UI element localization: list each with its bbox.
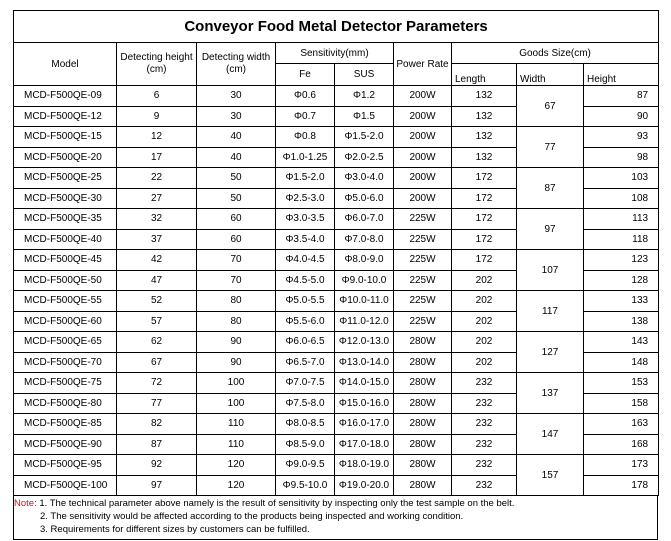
detecting-width-cell: 110: [197, 434, 276, 455]
model-cell: MCD-F500QE-20: [14, 147, 117, 168]
detecting-height-cell: 52: [117, 291, 197, 312]
model-cell: MCD-F500QE-95: [14, 455, 117, 476]
fe-sensitivity-cell: Φ1.0-1.25: [276, 147, 335, 168]
detecting-height-cell: 67: [117, 352, 197, 373]
fe-sensitivity-cell: Φ0.6: [276, 86, 335, 107]
power-rate-cell: 280W: [394, 414, 452, 435]
power-rate-cell: 225W: [394, 229, 452, 250]
length-cell: 232: [452, 393, 517, 414]
power-rate-cell: 200W: [394, 147, 452, 168]
header-length: Length: [452, 64, 517, 86]
detecting-width-cell: 30: [197, 86, 276, 107]
sus-sensitivity-cell: Φ15.0-16.0: [335, 393, 394, 414]
height-cell: 163: [584, 414, 659, 435]
width-cell: 147: [517, 414, 584, 455]
parameters-table: [13, 10, 659, 496]
fe-sensitivity-cell: Φ3.5-4.0: [276, 229, 335, 250]
power-rate-cell: 280W: [394, 373, 452, 394]
height-cell: 128: [584, 270, 659, 291]
detecting-height-cell: 47: [117, 270, 197, 291]
length-cell: 132: [452, 127, 517, 148]
fe-sensitivity-cell: Φ6.0-6.5: [276, 332, 335, 353]
sus-sensitivity-cell: Φ7.0-8.0: [335, 229, 394, 250]
fe-sensitivity-cell: Φ5.0-5.5: [276, 291, 335, 312]
detecting-width-cell: 50: [197, 168, 276, 189]
sus-sensitivity-cell: Φ1.5: [335, 106, 394, 127]
model-cell: MCD-F500QE-35: [14, 209, 117, 230]
power-rate-cell: 280W: [394, 455, 452, 476]
height-cell: 148: [584, 352, 659, 373]
model-cell: MCD-F500QE-60: [14, 311, 117, 332]
fe-sensitivity-cell: Φ4.0-4.5: [276, 250, 335, 271]
model-cell: MCD-F500QE-80: [14, 393, 117, 414]
detecting-width-cell: 80: [197, 291, 276, 312]
table-row: [14, 332, 659, 353]
model-cell: MCD-F500QE-55: [14, 291, 117, 312]
header-power-rate: Power Rate: [394, 43, 452, 86]
fe-sensitivity-cell: Φ3.0-3.5: [276, 209, 335, 230]
fe-sensitivity-cell: Φ1.5-2.0: [276, 168, 335, 189]
detecting-width-cell: 30: [197, 106, 276, 127]
header-height: Height: [584, 64, 659, 86]
sus-sensitivity-cell: Φ5.0-6.0: [335, 188, 394, 209]
sus-sensitivity-cell: Φ10.0-11.0: [335, 291, 394, 312]
power-rate-cell: 200W: [394, 127, 452, 148]
power-rate-cell: 225W: [394, 209, 452, 230]
header-sensitivity: Sensitivity(mm): [276, 43, 394, 64]
width-cell: 67: [517, 86, 584, 127]
detecting-height-cell: 9: [117, 106, 197, 127]
width-cell: 107: [517, 250, 584, 291]
detecting-width-cell: 60: [197, 209, 276, 230]
detecting-height-cell: 57: [117, 311, 197, 332]
length-cell: 202: [452, 352, 517, 373]
height-cell: 168: [584, 434, 659, 455]
power-rate-cell: 280W: [394, 393, 452, 414]
length-cell: 202: [452, 332, 517, 353]
detecting-width-cell: 60: [197, 229, 276, 250]
table-row: [14, 86, 659, 107]
height-cell: 143: [584, 332, 659, 353]
length-cell: 202: [452, 291, 517, 312]
detecting-width-cell: 40: [197, 127, 276, 148]
fe-sensitivity-cell: Φ0.8: [276, 127, 335, 148]
model-cell: MCD-F500QE-40: [14, 229, 117, 250]
detecting-height-cell: 17: [117, 147, 197, 168]
detecting-width-cell: 90: [197, 352, 276, 373]
length-cell: 172: [452, 188, 517, 209]
width-cell: 77: [517, 127, 584, 168]
detecting-width-cell: 70: [197, 270, 276, 291]
detecting-height-cell: 32: [117, 209, 197, 230]
detecting-height-cell: 22: [117, 168, 197, 189]
model-cell: MCD-F500QE-09: [14, 86, 117, 107]
table-row: [14, 250, 659, 271]
length-cell: 202: [452, 311, 517, 332]
sus-sensitivity-cell: Φ11.0-12.0: [335, 311, 394, 332]
width-cell: 157: [517, 455, 584, 496]
sus-sensitivity-cell: Φ19.0-20.0: [335, 475, 394, 496]
model-cell: MCD-F500QE-85: [14, 414, 117, 435]
sus-sensitivity-cell: Φ14.0-15.0: [335, 373, 394, 394]
parameters-sheet: [13, 10, 658, 540]
power-rate-cell: 225W: [394, 270, 452, 291]
height-cell: 118: [584, 229, 659, 250]
model-cell: MCD-F500QE-65: [14, 332, 117, 353]
model-cell: MCD-F500QE-45: [14, 250, 117, 271]
sus-sensitivity-cell: Φ17.0-18.0: [335, 434, 394, 455]
header-detecting-height: Detecting height (cm): [117, 43, 197, 86]
table-row: [14, 291, 659, 312]
length-cell: 232: [452, 434, 517, 455]
length-cell: 232: [452, 475, 517, 496]
width-cell: 97: [517, 209, 584, 250]
model-cell: MCD-F500QE-75: [14, 373, 117, 394]
length-cell: 172: [452, 168, 517, 189]
detecting-width-cell: 70: [197, 250, 276, 271]
model-cell: MCD-F500QE-50: [14, 270, 117, 291]
power-rate-cell: 225W: [394, 311, 452, 332]
table-row: [14, 414, 659, 435]
power-rate-cell: 280W: [394, 352, 452, 373]
length-cell: 232: [452, 414, 517, 435]
fe-sensitivity-cell: Φ7.5-8.0: [276, 393, 335, 414]
model-cell: MCD-F500QE-15: [14, 127, 117, 148]
table-title: Conveyor Food Metal Detector Parameters: [14, 11, 659, 43]
sus-sensitivity-cell: Φ6.0-7.0: [335, 209, 394, 230]
power-rate-cell: 200W: [394, 106, 452, 127]
height-cell: 123: [584, 250, 659, 271]
sus-sensitivity-cell: Φ13.0-14.0: [335, 352, 394, 373]
detecting-height-cell: 87: [117, 434, 197, 455]
length-cell: 232: [452, 373, 517, 394]
width-cell: 87: [517, 168, 584, 209]
sus-sensitivity-cell: Φ18.0-19.0: [335, 455, 394, 476]
power-rate-cell: 280W: [394, 475, 452, 496]
fe-sensitivity-cell: Φ8.5-9.0: [276, 434, 335, 455]
detecting-height-cell: 72: [117, 373, 197, 394]
sus-sensitivity-cell: Φ1.2: [335, 86, 394, 107]
model-cell: MCD-F500QE-70: [14, 352, 117, 373]
length-cell: 202: [452, 270, 517, 291]
fe-sensitivity-cell: Φ2.5-3.0: [276, 188, 335, 209]
fe-sensitivity-cell: Φ0.7: [276, 106, 335, 127]
header-goods-size: Goods Size(cm): [452, 43, 659, 64]
fe-sensitivity-cell: Φ7.0-7.5: [276, 373, 335, 394]
fe-sensitivity-cell: Φ5.5-6.0: [276, 311, 335, 332]
fe-sensitivity-cell: Φ8.0-8.5: [276, 414, 335, 435]
sus-sensitivity-cell: Φ1.5-2.0: [335, 127, 394, 148]
detecting-height-cell: 12: [117, 127, 197, 148]
detecting-height-cell: 27: [117, 188, 197, 209]
header-detecting-width: Detecting width (cm): [197, 43, 276, 86]
detecting-width-cell: 80: [197, 311, 276, 332]
detecting-height-cell: 42: [117, 250, 197, 271]
table-row: [14, 127, 659, 148]
detecting-width-cell: 40: [197, 147, 276, 168]
detecting-width-cell: 120: [197, 455, 276, 476]
height-cell: 108: [584, 188, 659, 209]
length-cell: 172: [452, 229, 517, 250]
note-label: Note:: [14, 498, 37, 509]
detecting-width-cell: 100: [197, 373, 276, 394]
sus-sensitivity-cell: Φ3.0-4.0: [335, 168, 394, 189]
detecting-width-cell: 100: [197, 393, 276, 414]
detecting-height-cell: 77: [117, 393, 197, 414]
detecting-height-cell: 82: [117, 414, 197, 435]
header-width: Width: [517, 64, 584, 86]
note-line-3: 3. Requirements for different sizes by customers can be fulfilled.: [40, 524, 310, 535]
detecting-width-cell: 120: [197, 475, 276, 496]
length-cell: 132: [452, 147, 517, 168]
power-rate-cell: 200W: [394, 188, 452, 209]
length-cell: 232: [452, 455, 517, 476]
detecting-width-cell: 90: [197, 332, 276, 353]
fe-sensitivity-cell: Φ4.5-5.0: [276, 270, 335, 291]
fe-sensitivity-cell: Φ9.5-10.0: [276, 475, 335, 496]
power-rate-cell: 200W: [394, 86, 452, 107]
note-text-1: 1. The technical parameter above namely is the result of sensitivity by inspecting only the test sample on the belt.: [39, 498, 515, 509]
fe-sensitivity-cell: Φ9.0-9.5: [276, 455, 335, 476]
height-cell: 103: [584, 168, 659, 189]
power-rate-cell: 280W: [394, 434, 452, 455]
notes-block: [13, 496, 658, 540]
table-row: [14, 373, 659, 394]
sus-sensitivity-cell: Φ16.0-17.0: [335, 414, 394, 435]
detecting-height-cell: 92: [117, 455, 197, 476]
fe-sensitivity-cell: Φ6.5-7.0: [276, 352, 335, 373]
sus-sensitivity-cell: Φ2.0-2.5: [335, 147, 394, 168]
detecting-width-cell: 110: [197, 414, 276, 435]
height-cell: 158: [584, 393, 659, 414]
width-cell: 127: [517, 332, 584, 373]
power-rate-cell: 280W: [394, 332, 452, 353]
header-sus: SUS: [335, 64, 394, 86]
note-line-2: 2. The sensitivity would be affected according to the products being inspected and working condition.: [40, 511, 464, 522]
model-cell: MCD-F500QE-100: [14, 475, 117, 496]
width-cell: 117: [517, 291, 584, 332]
height-cell: 133: [584, 291, 659, 312]
height-cell: 173: [584, 455, 659, 476]
sus-sensitivity-cell: Φ9.0-10.0: [335, 270, 394, 291]
table-row: [14, 209, 659, 230]
power-rate-cell: 225W: [394, 250, 452, 271]
length-cell: 132: [452, 86, 517, 107]
table-row: [14, 168, 659, 189]
power-rate-cell: 200W: [394, 168, 452, 189]
sus-sensitivity-cell: Φ8.0-9.0: [335, 250, 394, 271]
detecting-height-cell: 97: [117, 475, 197, 496]
length-cell: 172: [452, 209, 517, 230]
power-rate-cell: 225W: [394, 291, 452, 312]
length-cell: 132: [452, 106, 517, 127]
model-cell: MCD-F500QE-30: [14, 188, 117, 209]
table-row: [14, 455, 659, 476]
header-model: Model: [14, 43, 117, 86]
height-cell: 178: [584, 475, 659, 496]
height-cell: 87: [584, 86, 659, 107]
detecting-height-cell: 62: [117, 332, 197, 353]
sus-sensitivity-cell: Φ12.0-13.0: [335, 332, 394, 353]
model-cell: MCD-F500QE-90: [14, 434, 117, 455]
detecting-height-cell: 6: [117, 86, 197, 107]
height-cell: 93: [584, 127, 659, 148]
height-cell: 90: [584, 106, 659, 127]
model-cell: MCD-F500QE-25: [14, 168, 117, 189]
height-cell: 138: [584, 311, 659, 332]
height-cell: 98: [584, 147, 659, 168]
header-fe: Fe: [276, 64, 335, 86]
length-cell: 172: [452, 250, 517, 271]
model-cell: MCD-F500QE-12: [14, 106, 117, 127]
height-cell: 153: [584, 373, 659, 394]
note-line-1: [14, 497, 657, 510]
detecting-height-cell: 37: [117, 229, 197, 250]
height-cell: 113: [584, 209, 659, 230]
detecting-width-cell: 50: [197, 188, 276, 209]
width-cell: 137: [517, 373, 584, 414]
